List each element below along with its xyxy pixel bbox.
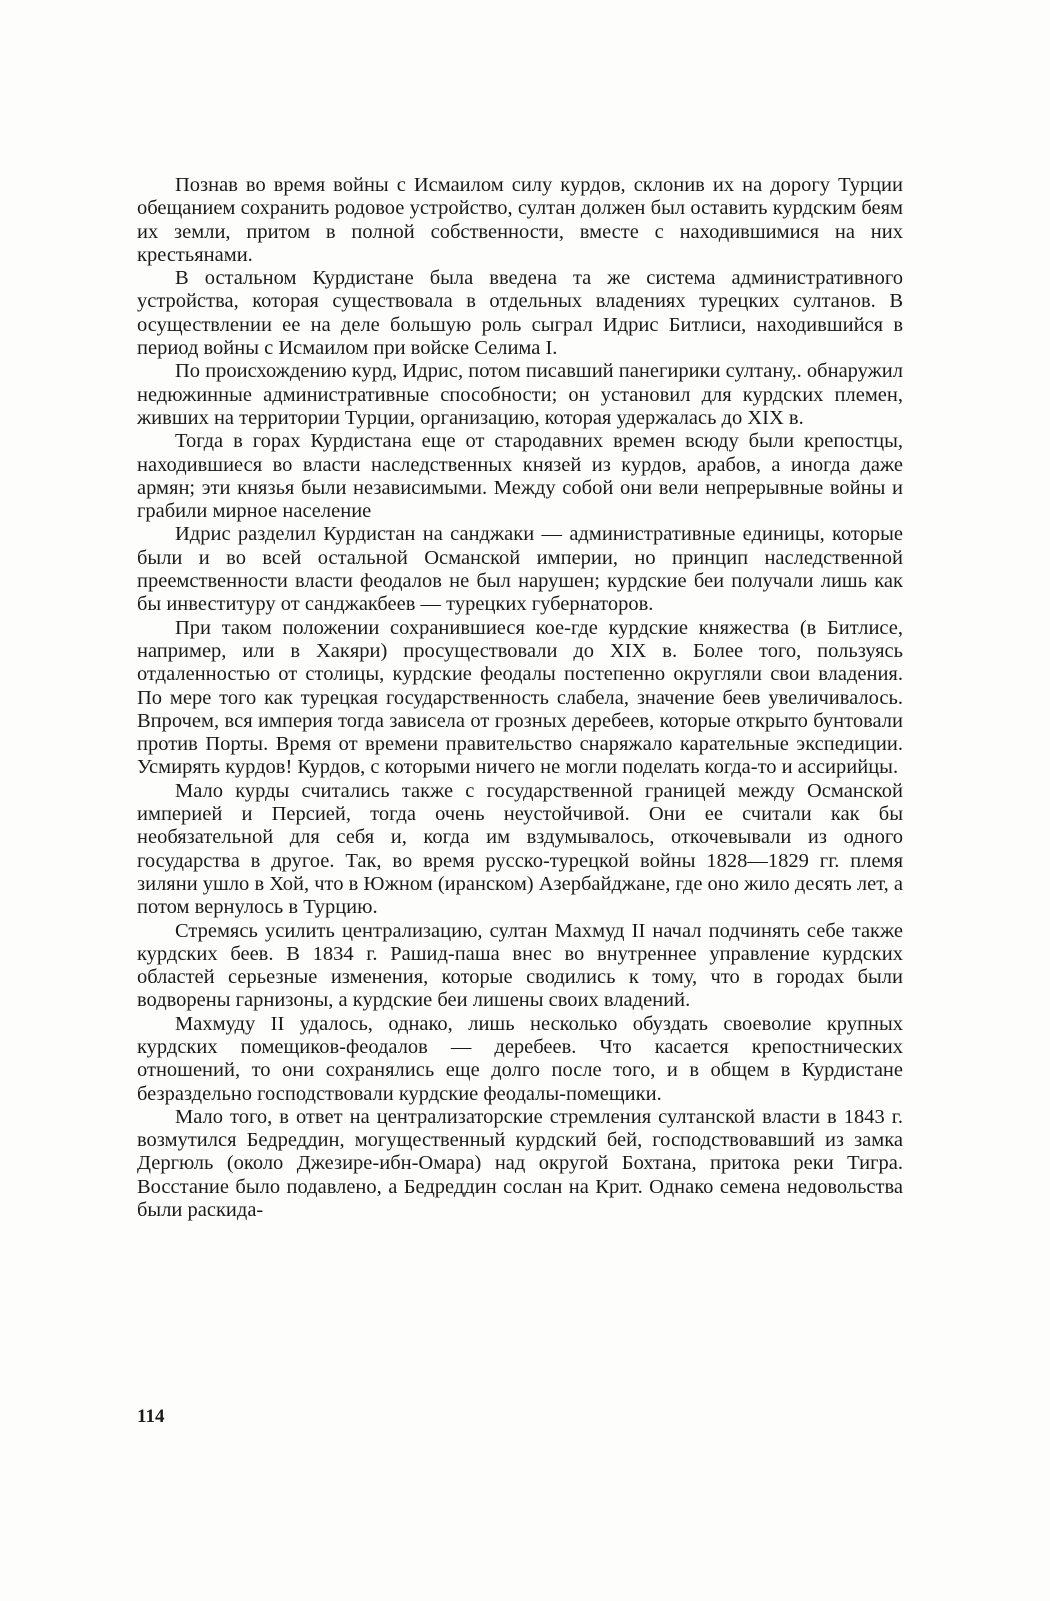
body-text xyxy=(137,174,903,1222)
paragraph-2: В остальном Курдистане была введена та же система административного устройства, которая существовала в отдельных владениях турецких султанов. В осуществлении ее на деле большую роль сыграл Идрис Битлиси, находившийся в период войны с Исмаилом при войске Селима I. xyxy=(137,267,903,360)
paragraph-7: Мало курды считались также с государственной границей между Османской империей и Персией, тогда очень неустойчивой. Они ее считали как бы необязательной для себя и, когда им вздумывалось, откочевывали из одного государства в другое. Так, во время русско-турецкой войны 1828—1829 гг. племя зиляни ушло в Хой, что в Южном (иранском) Азербайджане, где оно жило десять лет, а потом вернулось в Турцию. xyxy=(137,779,903,919)
paragraph-9: Махмуду II удалось, однако, лишь несколько обуздать своеволие крупных курдских помещиков-феодалов — деребеев. Что касается крепостнических отношений, то они сохранялись еще долго после того, и в общем в Курдистане безраздельно господствовали курдские феодалы-помещики. xyxy=(137,1012,903,1105)
paragraph-6: При таком положении сохранившиеся кое-где курдские княжества (в Битлисе, например, или в Хакяри) просуществовали до XIX в. Более того, пользуясь отдаленностью от столицы, курдские феодалы постепенно округляли свои владения. По мере того как турецкая государственность слабела, значение беев увеличивалось. Впрочем, вся империя тогда зависела от грозных деребеев, которые открыто бунтовали против Порты. Время от времени правительство снаряжало карательные экспедиции. Усмирять курдов! Курдов, с которыми ничего не могли поделать когда-то и ассирийцы. xyxy=(137,616,903,779)
paragraph-10: Мало того, в ответ на централизаторские стремления султанской власти в 1843 г. возмутился Бедреддин, могущественный курдский бей, господствовавший из замка Дергюль (около Джезире-ибн-Омара) над округой Бохтана, притока реки Тигра. Восстание было подавлено, а Бедреддин сослан на Крит. Однако семена недовольства были раскида- xyxy=(137,1105,903,1222)
paragraph-1: Познав во время войны с Исмаилом силу курдов, склонив их на дорогу Турции обещанием сохранить родовое устройство, султан должен был оставить курдским беям их земли, притом в полной собственности, вместе с находившимися на них крестьянами. xyxy=(137,174,903,266)
paragraph-5: Идрис разделил Курдистан на санджаки — административные единицы, которые были и во всей остальной Османской империи, но принцип наследственной преемственности власти феодалов не был нарушен; курдские беи получали лишь как бы инвеституру от санджакбеев — турецких губернаторов. xyxy=(137,523,903,616)
paragraph-8: Стремясь усилить централизацию, султан Махмуд II начал подчинять себе также курдских беев. В 1834 г. Рашид-паша внес во внутреннее управление курдских областей серьезные изменения, которые сводились к тому, что в городах были водворены гарнизоны, а курдские беи лишены своих владений. xyxy=(137,919,903,1012)
paragraph-4: Тогда в горах Курдистана еще от стародавних времен всюду были крепостцы, находившиеся во власти наследственных князей из курдов, арабов, а иногда даже армян; эти князья были независимыми. Между собой они вели непрерывные войны и грабили мирное население xyxy=(137,430,903,523)
paragraph-3: По происхождению курд, Идрис, потом писавший панегирики султану,. обнаружил недюжинные административные способности; он установил для курдских племен, живших на территории Турции, организацию, которая удержалась до XIX в. xyxy=(137,360,903,429)
page-number: 114 xyxy=(137,1406,165,1427)
